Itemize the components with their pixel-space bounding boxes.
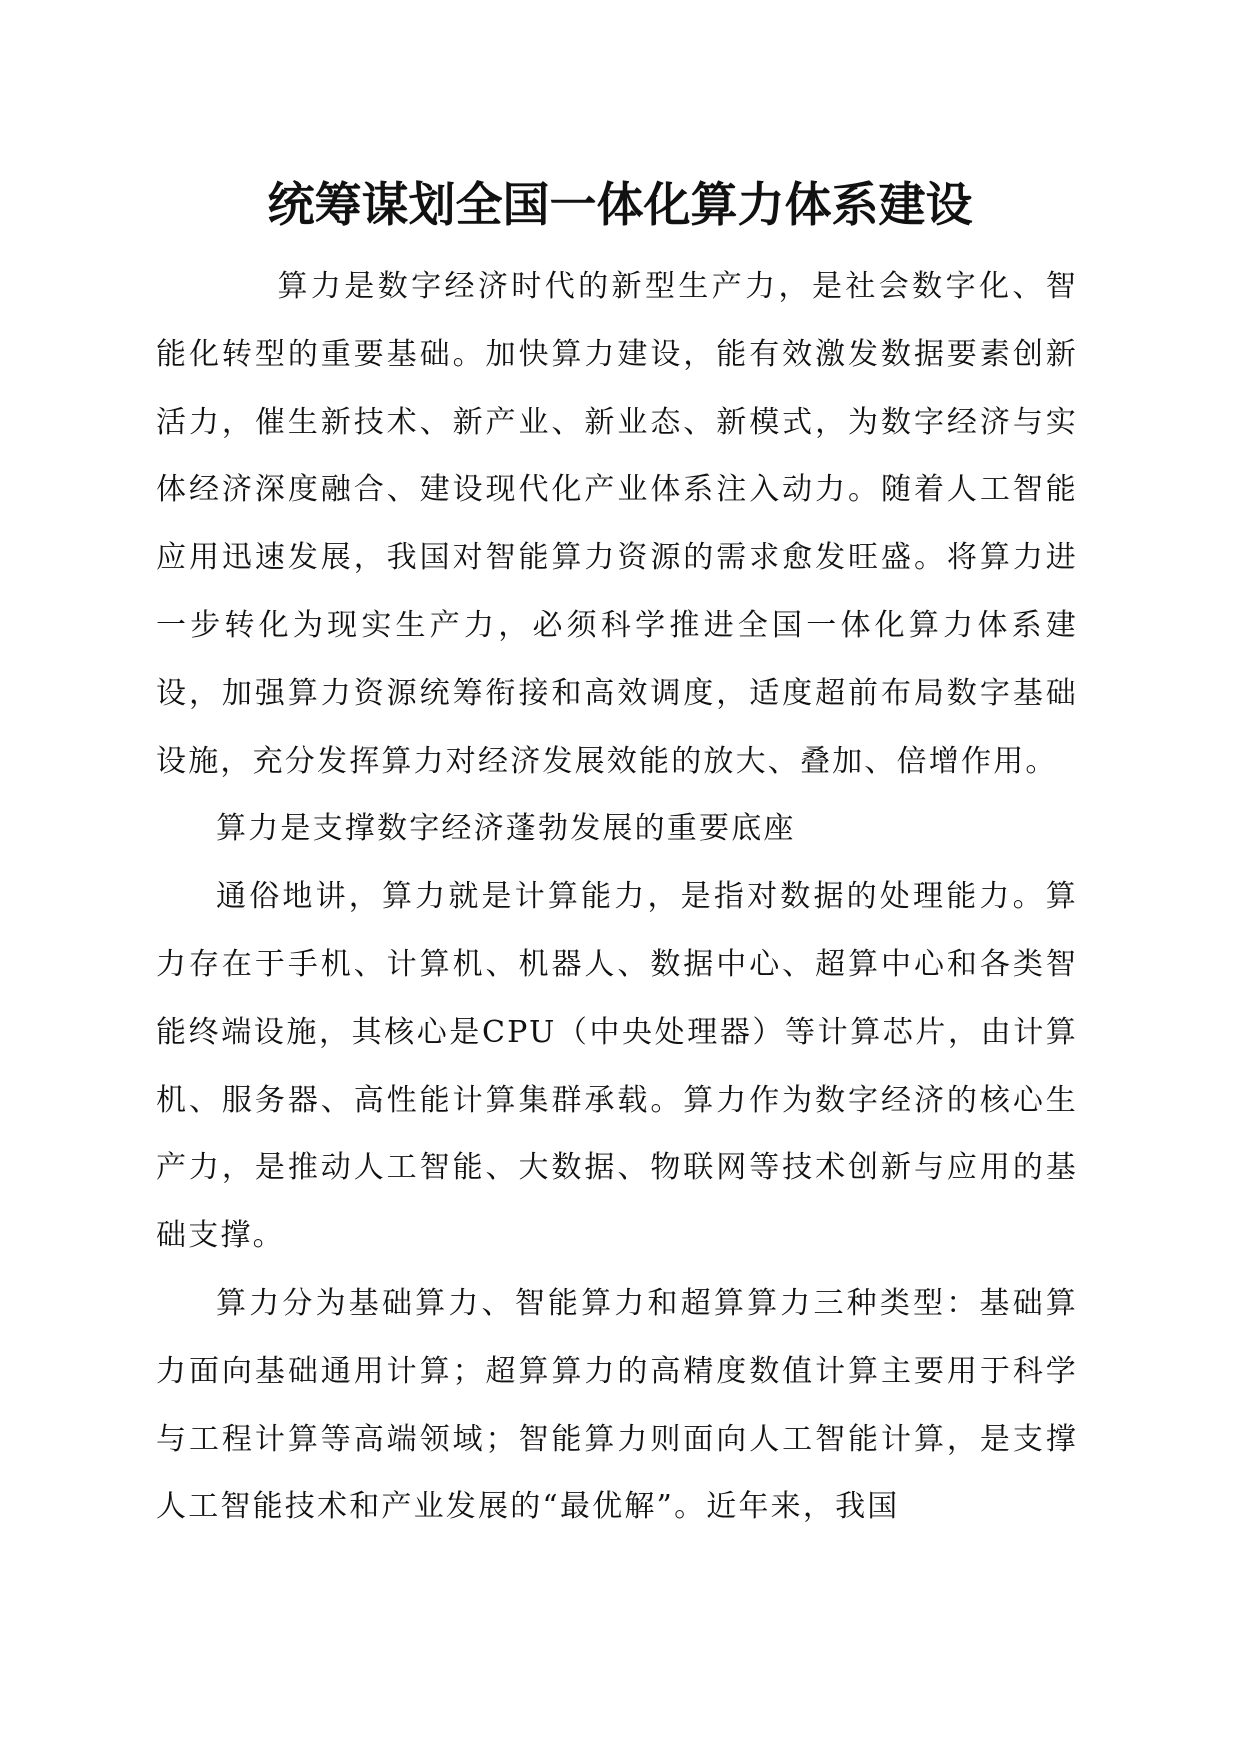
paragraph-definition: 通俗地讲，算力就是计算能力，是指对数据的处理能力。算力存在于手机、计算机、机器人、数据中心、超算中心和各类智能终端设施，其核心是CPU（中央处理器）等计算芯片，由计算机、服务器、高性能计算集群承载。算力作为数字经济的核心生产力，是推动人工智能、大数据、物联网等技术创新与应用的基础支撑。 (156, 879, 1078, 1254)
paragraph-types: 算力分为基础算力、智能算力和超算算力三种类型：基础算力面向基础通用计算；超算算力的高精度数值计算主要用于科学与工程计算等高端领域；智能算力则面向人工智能计算，是支撑人工智能技术和产业发展的“最优解”。近年来，我国 (156, 1285, 1078, 1525)
document-body (156, 253, 1078, 1541)
document-title: 统筹谋划全国一体化算力体系建设 (267, 178, 973, 233)
section-heading: 算力是支撑数字经济蓬勃发展的重要底座 (216, 811, 796, 847)
paragraph-intro: 算力是数字经济时代的新型生产力，是社会数字化、智能化转型的重要基础。加快算力建设，能有效激发数据要素创新活力，催生新技术、新产业、新业态、新模式，为数字经济与实体经济深度融合、建设现代化产业体系注入动力。随着人工智能应用迅速发展，我国对智能算力资源的需求愈发旺盛。将算力进一步转化为现实生产力，必须科学推进全国一体化算力体系建设，加强算力资源统筹衔接和高效调度，适度超前布局数字基础设施，充分发挥算力对经济发展效能的放大、叠加、倍增作用。 (156, 269, 1078, 779)
